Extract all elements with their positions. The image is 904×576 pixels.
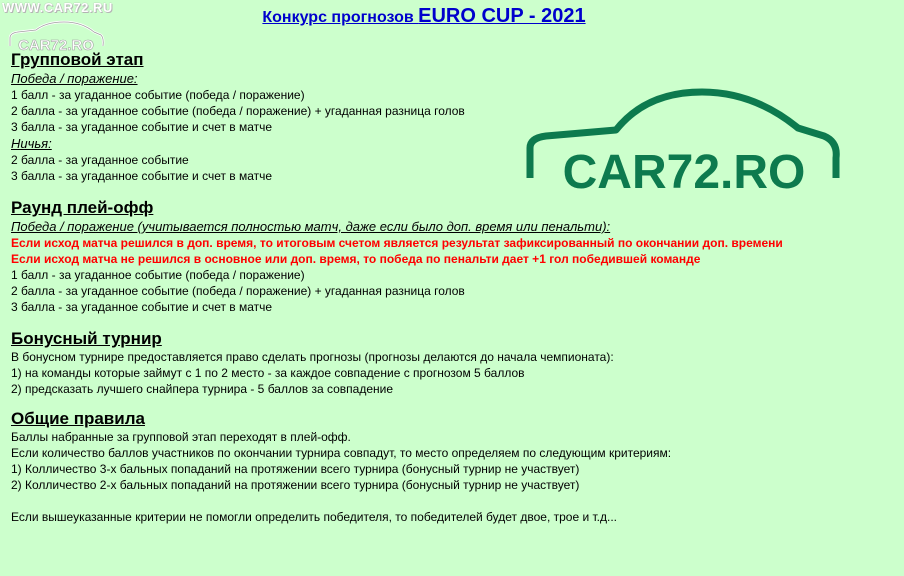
logo-text: CAR72.RO	[562, 146, 806, 196]
section-title-playoff: Раунд плей-офф	[11, 198, 154, 217]
rule-line: 2) предсказать лучшего снайпера турнира - 5 баллов за совпадение	[11, 382, 394, 396]
rules-content	[11, 50, 891, 525]
subhead-draw: Ничья:	[11, 136, 52, 151]
rule-line: Если количество баллов участников по окончании турнира совпадут, то место определяем по следующим критериям:	[11, 446, 672, 460]
rule-line: 1) на команды которые займут с 1 по 2 место - за каждое совпадение с прогнозом 5 баллов	[11, 366, 525, 380]
page-title-main: EURO CUP - 2021	[418, 5, 586, 27]
rule-line: Если вышеуказанные критерии не помогли определить победителя, то победителей будет двое, трое и т.д...	[11, 510, 618, 524]
logo-small-text: CAR72.RO	[18, 37, 94, 54]
page-title	[0, 5, 848, 28]
rule-line: 3 балла - за угаданное событие и счет в матче	[11, 169, 273, 183]
rule-line: 3 балла - за угаданное событие и счет в матче	[11, 300, 273, 314]
subhead-playoff: Победа / поражение (учитывается полностью матч, даже если было доп. время или пенальти):	[11, 219, 611, 234]
rule-line: 1 балл - за угаданное событие (победа / поражение)	[11, 268, 305, 282]
rule-line: 2) Колличество 2-х бальных попаданий на протяжении всего турнира (бонусный турнир не участвует)	[11, 478, 580, 492]
section-title-general: Общие правила	[11, 409, 145, 428]
warning-line: Если исход матча решился в доп. время, то итоговым счетом является результат зафиксированный по окончании доп. времени	[11, 236, 783, 250]
rule-line: 2 балла - за угаданное событие	[11, 153, 189, 167]
subhead-win-loss: Победа / поражение:	[11, 71, 138, 86]
rule-line: Баллы набранные за групповой этап переходят в плей-офф.	[11, 430, 351, 444]
section-title-bonus: Бонусный турнир	[11, 329, 162, 348]
rule-line: 1) Колличество 3-х бальных попаданий на протяжении всего турнира (бонусный турнир не участвует)	[11, 462, 580, 476]
page-title-prefix: Конкурс прогнозов	[262, 9, 419, 26]
section-title-group-stage: Групповой этап	[11, 50, 144, 69]
rule-line: 2 балла - за угаданное событие (победа / поражение) + угаданная разница голов	[11, 104, 465, 118]
watermark-text: WWW.CAR72.RU	[2, 0, 113, 15]
rule-line: 1 балл - за угаданное событие (победа / поражение)	[11, 88, 305, 102]
rule-line: В бонусном турнире предоставляется право сделать прогнозы (прогнозы делаются до начала чемпионата):	[11, 350, 614, 364]
rule-line: 3 балла - за угаданное событие и счет в матче	[11, 120, 273, 134]
rule-line: 2 балла - за угаданное событие (победа / поражение) + угаданная разница голов	[11, 284, 465, 298]
warning-line: Если исход матча не решился в основное или доп. время, то победа по пенальти дает +1 гол победившей команде	[11, 252, 701, 266]
